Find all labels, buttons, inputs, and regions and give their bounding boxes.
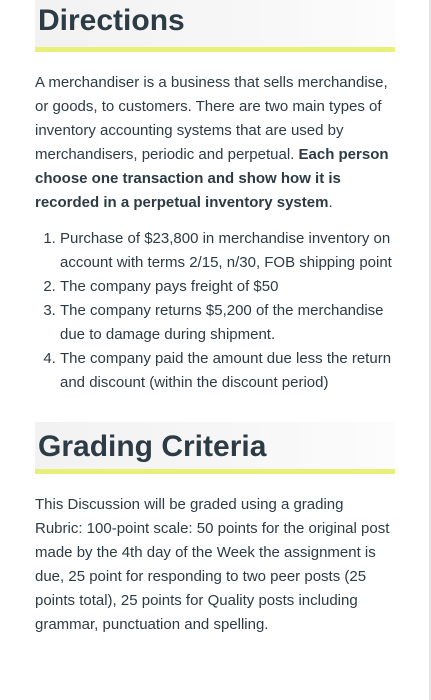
transaction-item-3: 3. The company returns $5,200 of the merchandise due to damage during shipment. [60, 299, 395, 347]
directions-heading-block [35, 0, 395, 52]
intro-period: . [328, 194, 333, 211]
grading-heading: Grading Criteria [38, 430, 267, 463]
transaction-list [0, 227, 395, 395]
directions-intro [35, 71, 390, 215]
transaction-item-2: 2. The company pays freight of $50 [60, 275, 395, 299]
grading-heading-block [35, 422, 395, 474]
intro-text: A merchandiser is a business that sells merchandise, or goods, to customers. There are two main types of inventory accounting systems that are used by merchandisers, periodic and perpetual. [35, 74, 388, 163]
directions-heading: Directions [38, 4, 185, 37]
transaction-item-4: 4. The company paid the amount due less the return and discount (within the discount period) [60, 347, 395, 395]
intro-emphasis: Each person choose one transaction and show how it is recorded in a perpetual inventory system [35, 146, 389, 211]
grading-text: This Discussion will be graded using a grading Rubric: 100-point scale: 50 points for the original post made by the 4th day of the Week the assignment is due, 25 point for responding to two peer posts (25 points total), 25 points for Quality posts including grammar, punctuation and spelling. [35, 496, 390, 633]
transaction-item-1: 1. Purchase of $23,800 in merchandise inventory on account with terms 2/15, n/30, FOB shipping point [60, 227, 395, 275]
